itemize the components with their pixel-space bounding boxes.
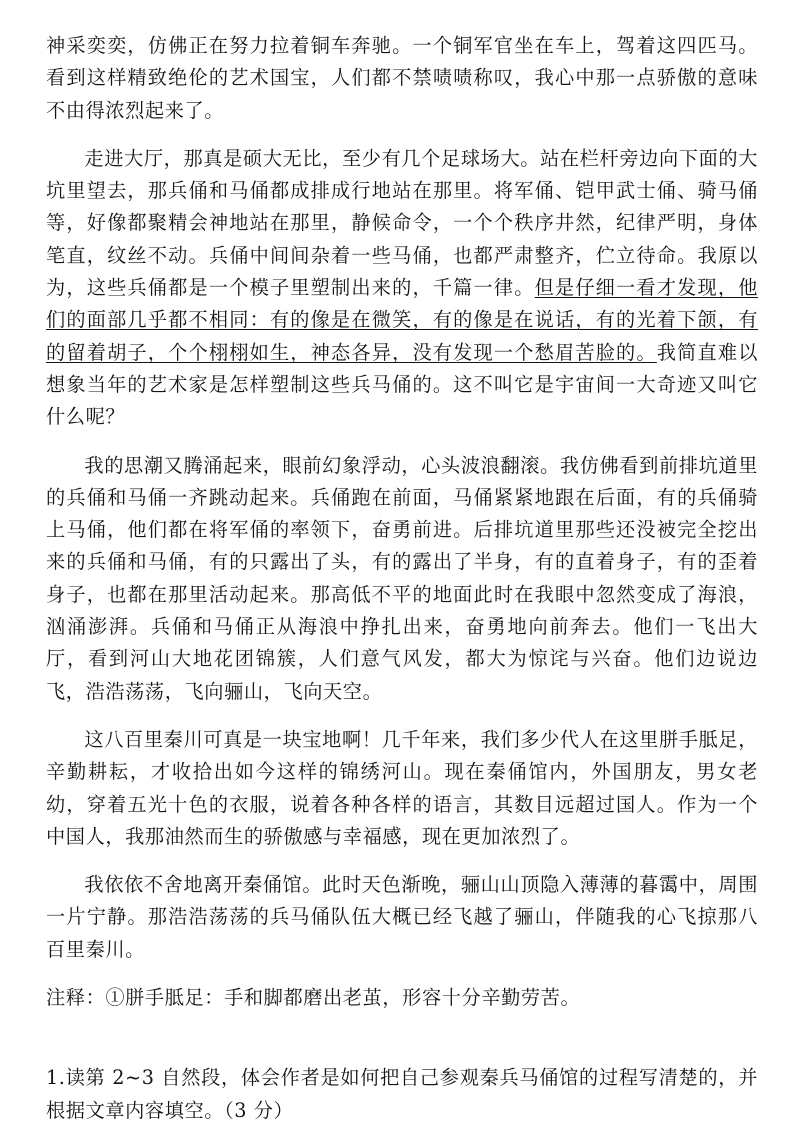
paragraph-3: 我的思潮又腾涌起来，眼前幻象浮动，心头波浪翻滚。我仿佛看到前排坑道里的兵俑和马俑一齐跳动起来。兵俑跑在前面，马俑紧紧地跟在后面，有的兵俑骑上马俑，他们都在将军俑的率领下，奋勇前进。后排坑道里那些还没被完全挖出来的兵俑和马俑，有的只露出了头，有的露出了半身，有的直着身子，有的歪着身子，也都在那里活动起来。那高低不平的地面此时在我眼中忽然变成了海浪，汹涌澎湃。兵俑和马俑正从海浪中挣扎出来，奋勇地向前奔去。他们一飞出大厅，看到河山大地花团锦簇，人们意气风发，都大为惊诧与兴奋。他们边说边飞，浩浩荡荡，飞向骊山，飞向天空。 <box>46 453 758 703</box>
document-page <box>46 30 758 1146</box>
question-1: 1.读第 2~3 自然段，体会作者是如何把自己参观秦兵马俑馆的过程写清楚的，并根据文章内容填空。（3 分） <box>46 1066 758 1122</box>
annotation-note: 注释：①胼手胝足：手和脚都磨出老茧，形容十分辛勤劳苦。 <box>46 986 581 1010</box>
paragraph-2-underlined-sentence: 但是仔细一看才发现，他们的面部几乎都不相同：有的像是在微笑，有的像是在说话，有的光着下颌，有的留着胡子，个个栩栩如生，神态各异，没有发现一个愁眉苦脸的。 <box>46 276 758 364</box>
paragraph-2-text-before: 走进大厅，那真是硕大无比，至少有几个足球场大。站在栏杆旁边向下面的大坑里望去，那兵俑和马俑都成排成行地站在那里。将军俑、铠甲武士俑、骑马俑等，好像都聚精会神地站在那里，静候命令，一个个秩序井然，纪律严明，身体笔直，纹丝不动。兵俑中间间杂着一些马俑，也都严肃整齐，伫立待命。我原以为，这些兵俑都是一个模子里塑制出来的，千篇一律。 <box>46 146 758 300</box>
paragraph-4: 这八百里秦川可真是一块宝地啊！几千年来，我们多少代人在这里胼手胝足，辛勤耕耘，才收拾出如今这样的锦绣河山。现在秦俑馆内，外国朋友，男女老幼，穿着五光十色的衣服，说着各种各样的语言，其数目远超过国人。作为一个中国人，我那油然而生的骄傲感与幸福感，现在更加浓烈了。 <box>46 727 758 848</box>
paragraph-2 <box>46 143 758 434</box>
paragraph-2-text-after: 我简直难以想象当年的艺术家是怎样塑制这些兵马俑的。这不叫它是宇宙间一大奇迹又叫它什么呢？ <box>46 340 759 429</box>
paragraph-1: 神采奕奕，仿佛正在努力拉着铜车奔驰。一个铜军官坐在车上，驾着这四匹马。看到这样精致绝伦的艺术国宝，人们都不禁啧啧称叹，我心中那一点骄傲的意味不由得浓烈起来了。 <box>46 34 758 122</box>
paragraph-5: 我依依不舍地离开秦俑馆。此时天色渐晚，骊山山顶隐入薄薄的暮霭中，周围一片宁静。那浩浩荡荡的兵马俑队伍大概已经飞越了骊山，伴随我的心飞掠那八百里秦川。 <box>46 873 758 961</box>
